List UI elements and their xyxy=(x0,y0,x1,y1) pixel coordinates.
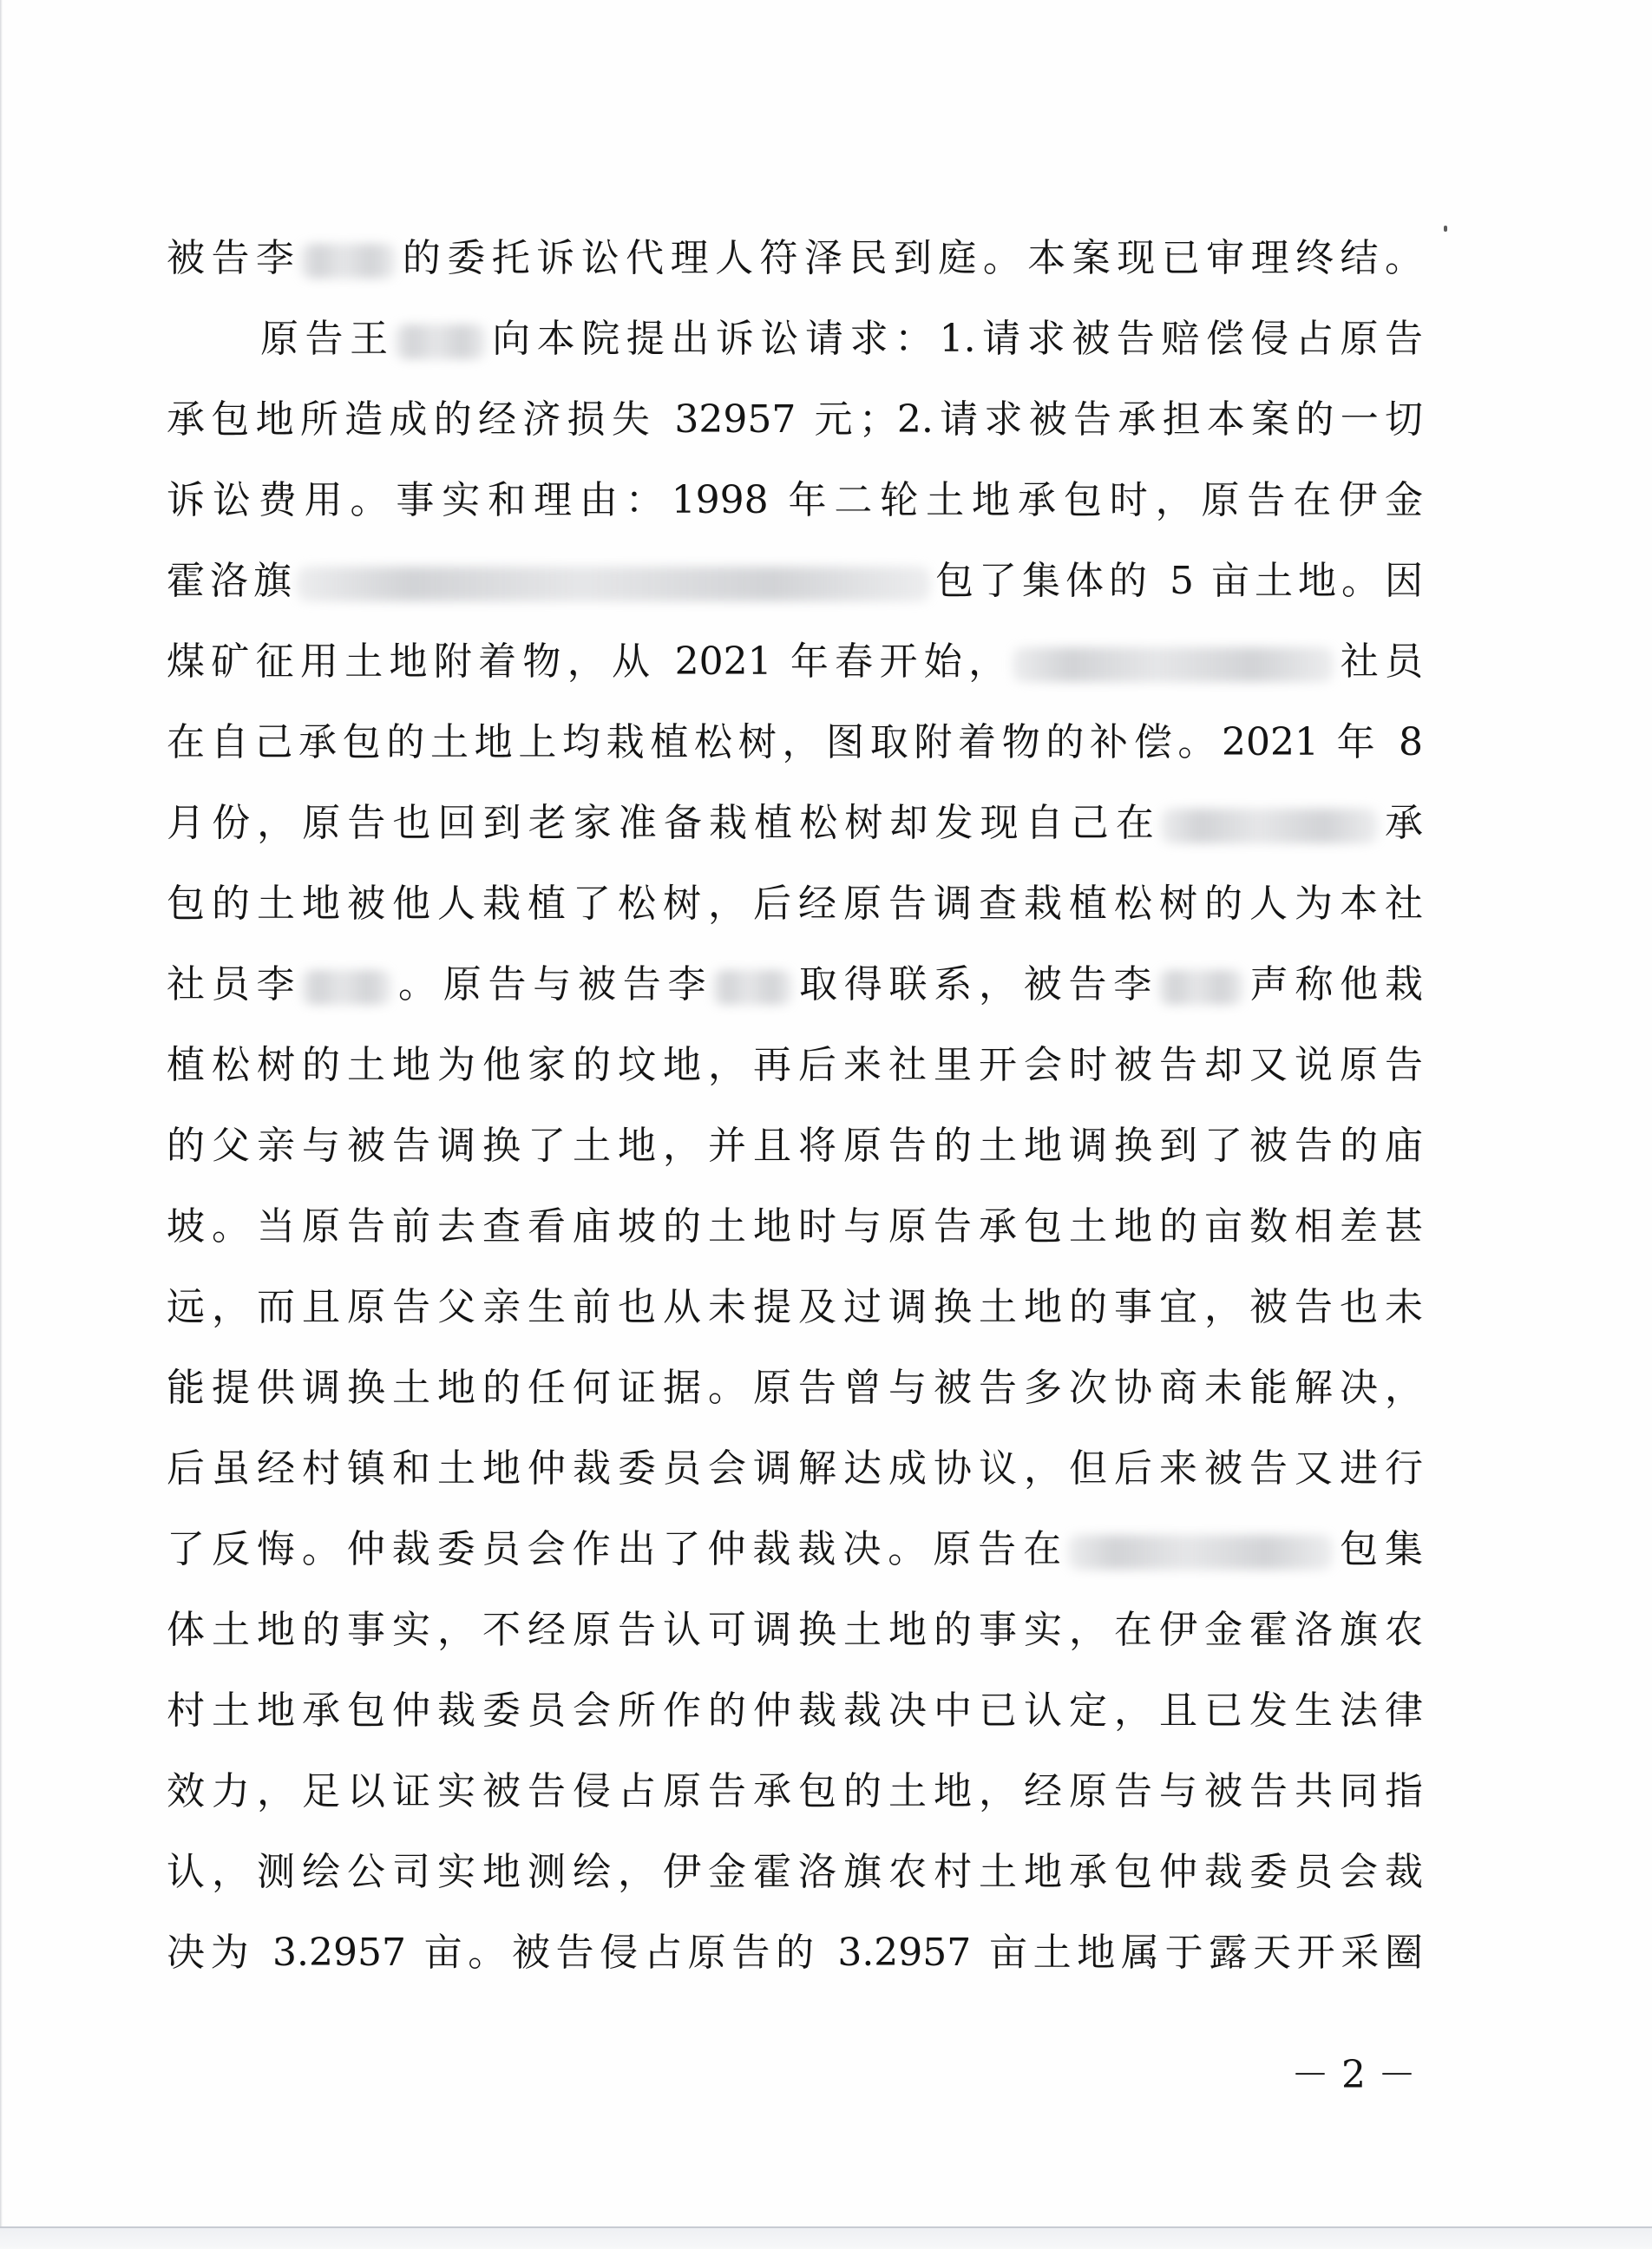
redacted-address xyxy=(297,567,930,601)
text-segment: 能提供调换土地的任何证据。原告曾与被告多次协商未能解决， xyxy=(167,1366,1423,1410)
text-segment: 煤矿征用土地附着物，从 2021 年春开始， xyxy=(167,639,1013,684)
redacted-address xyxy=(1068,1535,1333,1570)
text-line xyxy=(167,460,1423,541)
body-text xyxy=(167,218,1423,1993)
text-segment: 承包地所造成的经济损失 32957 元；2.请求被告承担本案的一切 xyxy=(167,397,1423,442)
text-segment: 了反悔。仲裁委员会作出了仲裁裁决。原告在 xyxy=(167,1527,1069,1571)
scan-left-edge xyxy=(0,0,3,2249)
text-segment: 取得联系，被告李 xyxy=(792,962,1158,1006)
text-line xyxy=(167,1670,1423,1751)
text-segment: 体土地的事实，不经原告认可调换土地的事实，在伊金霍洛旗农 xyxy=(167,1608,1423,1652)
text-segment: 效力，足以证实被告侵占原告承包的土地，经原告与被告共同指 xyxy=(167,1769,1423,1813)
redacted-name xyxy=(301,970,391,1005)
text-segment: 包了集体的 5 亩土地。因 xyxy=(930,559,1423,603)
text-segment: 声称他栽 xyxy=(1243,962,1423,1006)
text-line xyxy=(167,944,1423,1025)
text-segment: 原告王 xyxy=(260,317,395,361)
text-segment: 决为 3.2957 亩。被告侵占原告的 3.2957 亩土地属于露天开采圈 xyxy=(167,1931,1423,1975)
text-line xyxy=(167,1832,1423,1912)
scan-bottom-edge xyxy=(0,2226,1652,2249)
text-segment: 诉讼费用。事实和理由：1998 年二轮土地承包时，原告在伊金 xyxy=(167,478,1423,522)
text-line xyxy=(167,218,1423,298)
scan-speck xyxy=(1444,226,1447,232)
text-line xyxy=(167,863,1423,944)
text-segment: 包集 xyxy=(1333,1527,1423,1571)
text-segment: 社员 xyxy=(1334,639,1423,684)
text-line xyxy=(167,1347,1423,1428)
text-segment: 坡。当原告前去查看庙坡的土地时与原告承包土地的亩数相差甚 xyxy=(167,1204,1423,1249)
text-segment: 被告李 xyxy=(167,236,301,280)
redacted-name xyxy=(712,970,792,1005)
text-line xyxy=(167,1105,1423,1186)
page-number: － 2 － xyxy=(1291,2053,1416,2097)
text-segment: 月份，原告也回到老家准备栽植松树却发现自己在 xyxy=(167,801,1161,845)
text-segment: 植松树的土地为他家的坟地，再后来社里开会时被告却又说原告 xyxy=(167,1043,1423,1087)
text-line xyxy=(167,1751,1423,1832)
text-line xyxy=(167,541,1423,621)
text-line xyxy=(167,1509,1423,1590)
text-segment: 。原告与被告李 xyxy=(391,962,713,1006)
text-line xyxy=(167,1025,1423,1105)
text-segment: 认，测绘公司实地测绘，伊金霍洛旗农村土地承包仲裁委员会裁 xyxy=(167,1850,1423,1894)
text-line xyxy=(167,1186,1423,1267)
paragraph xyxy=(167,298,1423,1993)
text-segment: 霍洛旗 xyxy=(167,559,298,603)
text-line xyxy=(167,702,1423,783)
text-segment: 包的土地被他人栽植了松树，后经原告调查栽植松树的人为本社 xyxy=(167,882,1423,926)
redacted-address xyxy=(1161,809,1378,843)
text-segment: 社员李 xyxy=(167,962,302,1006)
text-segment: 的父亲与被告调换了土地，并且将原告的土地调换到了被告的庙 xyxy=(167,1124,1423,1168)
text-segment: 在自己承包的土地上均栽植松树，图取附着物的补偿。2021 年 8 xyxy=(167,720,1423,764)
text-line xyxy=(167,1428,1423,1509)
redacted-name xyxy=(1158,970,1243,1005)
text-line xyxy=(167,298,1423,379)
text-segment: 远，而且原告父亲生前也从未提及过调换土地的事宜，被告也未 xyxy=(167,1285,1423,1329)
text-segment: 承 xyxy=(1377,801,1423,845)
text-line xyxy=(167,1590,1423,1670)
redacted-address xyxy=(1013,647,1334,682)
text-line xyxy=(167,621,1423,702)
redacted-name xyxy=(300,244,396,279)
text-segment: 的委托诉讼代理人符泽民到庭。本案现已审理终结。 xyxy=(396,236,1423,280)
redacted-name xyxy=(395,325,486,359)
text-segment: 后虽经村镇和土地仲裁委员会调解达成协议，但后来被告又进行 xyxy=(167,1446,1423,1491)
text-line xyxy=(167,783,1423,863)
text-line xyxy=(167,1267,1423,1347)
text-line xyxy=(167,1912,1423,1993)
text-line xyxy=(167,379,1423,460)
text-segment: 村土地承包仲裁委员会所作的仲裁裁决中已认定，且已发生法律 xyxy=(167,1688,1423,1733)
text-segment: 向本院提出诉讼请求：1.请求被告赔偿侵占原告 xyxy=(485,317,1423,361)
